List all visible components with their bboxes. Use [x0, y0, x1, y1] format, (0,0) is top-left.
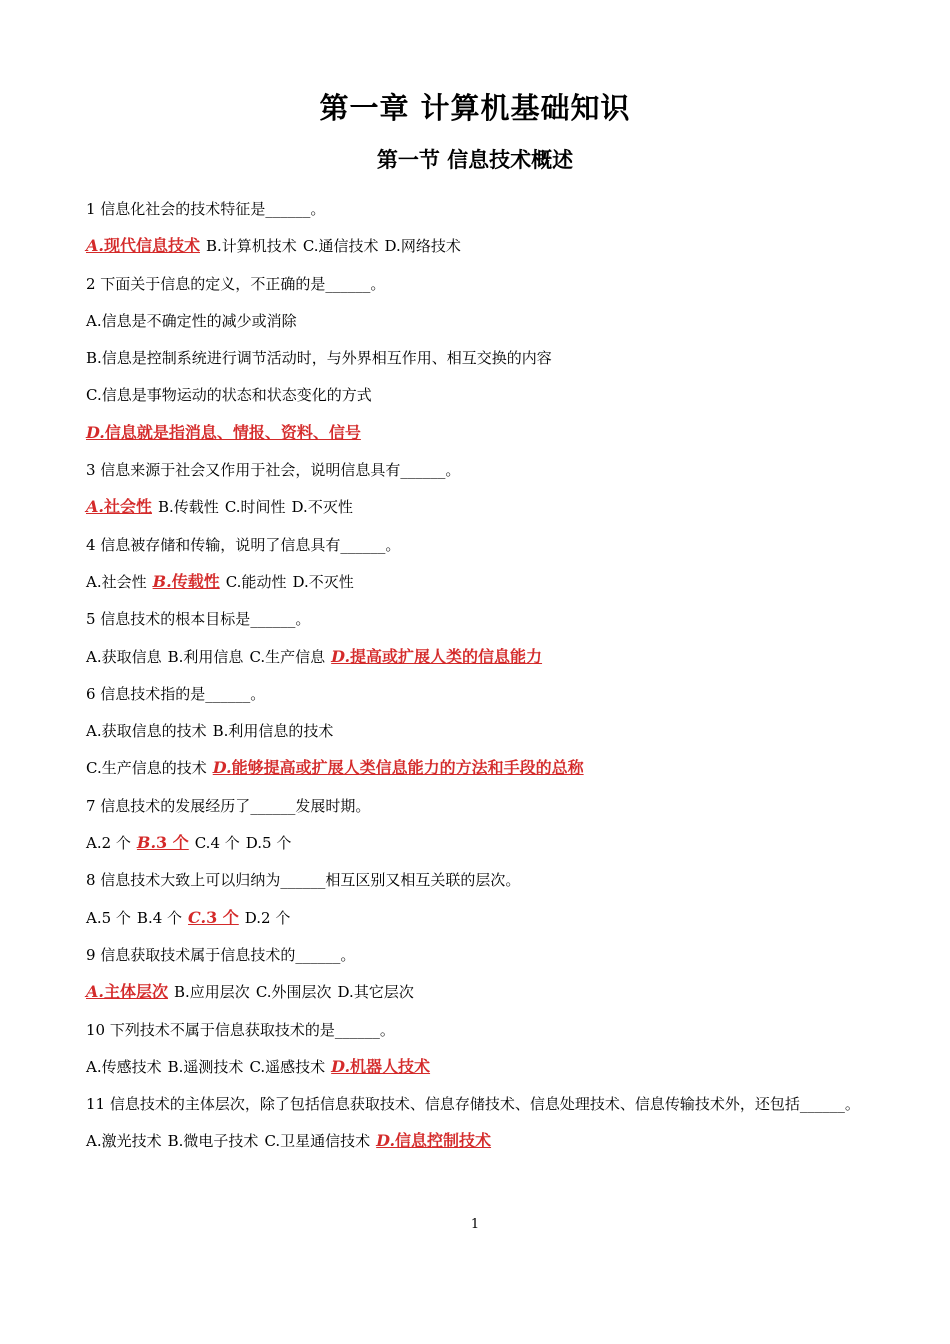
answer-option [158, 498, 219, 516]
answer-option [86, 386, 372, 404]
options-row [86, 718, 876, 755]
option-letter: A. [86, 311, 102, 330]
option-letter: B. [167, 1132, 184, 1151]
option-letter: B. [86, 349, 102, 368]
option-text: 3 个 [206, 907, 239, 927]
correct-answer-option [331, 1057, 430, 1076]
answer-option [86, 1058, 162, 1076]
option-letter: D. [384, 237, 401, 256]
option-text: 生产信息 [265, 647, 326, 666]
options-row [86, 830, 876, 867]
answer-option [338, 983, 414, 1001]
answer-option [245, 909, 291, 927]
option-text: 遥感技术 [265, 1057, 326, 1076]
option-text: 主体层次 [103, 982, 168, 1002]
answer-option [246, 834, 292, 852]
options-row [86, 644, 876, 681]
option-letter: C. [224, 498, 241, 517]
option-text: 利用信息的技术 [228, 722, 334, 741]
answer-option [264, 1132, 370, 1150]
option-text: 遥测技术 [183, 1057, 244, 1076]
option-text: 2 个 [101, 834, 131, 853]
option-text: 获取信息的技术 [101, 722, 207, 741]
option-text: 网络技术 [400, 237, 461, 256]
option-letter: B. [212, 722, 229, 741]
answer-option [168, 1132, 259, 1150]
correct-answer-option [213, 758, 584, 777]
question-text: 5 信息技术的根本目标是______。 [86, 610, 311, 629]
option-letter: D. [337, 983, 354, 1002]
option-letter: D. [212, 758, 232, 778]
chapter-title: 第一章 计算机基础知识 [319, 91, 631, 125]
section-title: 第一节 信息技术概述 [376, 148, 574, 172]
answer-option [195, 834, 240, 852]
answer-option [249, 648, 325, 666]
answer-option [86, 349, 552, 367]
question-text: 11 信息技术的主体层次，除了包括信息获取技术、信息存储技术、信息处理技术、信息传输技术外，还包括______。 [86, 1095, 860, 1114]
options-row [86, 308, 876, 345]
option-letter: C. [194, 834, 211, 853]
correct-answer-option [376, 1131, 491, 1150]
option-text: 获取信息 [101, 647, 162, 666]
option-letter: B. [174, 983, 190, 1002]
option-letter: C. [86, 759, 102, 778]
question-text: 7 信息技术的发展经历了______发展时期。 [86, 796, 371, 815]
question-text: 9 信息获取技术属于信息技术的______。 [86, 945, 356, 964]
correct-answer-option [86, 423, 361, 442]
answer-option [292, 498, 353, 516]
correct-answer-option [86, 497, 152, 516]
options-row [86, 420, 876, 457]
option-letter: C. [86, 386, 102, 405]
answer-option [86, 648, 162, 666]
option-text: 信息就是指消息、情报、资料、信号 [104, 422, 361, 442]
answer-option [292, 573, 353, 591]
answer-option [174, 983, 250, 1001]
option-letter: D. [331, 1056, 351, 1076]
options-row [86, 905, 876, 942]
correct-answer-option [137, 833, 189, 852]
answer-option [385, 237, 461, 255]
option-letter: A. [86, 236, 104, 256]
option-text: 其它层次 [353, 983, 414, 1002]
option-letter: B. [158, 498, 174, 517]
option-letter: B. [136, 908, 153, 927]
question-text: 3 信息来源于社会又作用于社会，说明信息具有______。 [86, 461, 461, 480]
answer-option [168, 1058, 244, 1076]
option-letter: B. [206, 237, 222, 256]
answer-option [86, 573, 147, 591]
option-text: 传感技术 [101, 1057, 162, 1076]
answer-option [226, 573, 287, 591]
option-text: 社会性 [103, 497, 152, 517]
option-text: 应用层次 [189, 983, 250, 1002]
option-text: 生产信息的技术 [101, 759, 207, 778]
option-letter: A. [86, 982, 104, 1002]
option-letter: C. [188, 907, 207, 927]
answer-option [86, 759, 207, 777]
option-letter: D. [331, 646, 351, 666]
option-letter: A. [86, 497, 104, 517]
option-letter: C. [302, 237, 319, 256]
answer-option [168, 648, 244, 666]
options-row [86, 382, 876, 419]
option-text: 信息是控制系统进行调节活动时，与外界相互作用、相互交换的内容 [101, 349, 552, 368]
option-letter: A. [86, 908, 102, 927]
answer-option [206, 237, 297, 255]
option-letter: B. [136, 833, 157, 853]
option-text: 计算机技术 [221, 237, 297, 256]
question-list [86, 196, 876, 1165]
option-letter: A. [86, 834, 102, 853]
answer-option [213, 722, 334, 740]
option-text: 2 个 [261, 908, 291, 927]
option-text: 通信技术 [318, 237, 379, 256]
option-text: 卫星通信技术 [280, 1132, 371, 1151]
option-letter: C. [249, 647, 266, 666]
options-row [86, 569, 876, 606]
answer-option [256, 983, 332, 1001]
option-letter: C. [255, 983, 272, 1002]
correct-answer-option [153, 572, 220, 591]
question-text: 8 信息技术大致上可以归纳为______相互区别又相互关联的层次。 [86, 871, 521, 890]
answer-option [137, 909, 182, 927]
option-text: 传载性 [171, 571, 220, 591]
option-text: 5 个 [262, 834, 292, 853]
option-text: 5 个 [101, 908, 131, 927]
correct-answer-option [86, 236, 200, 255]
option-text: 现代信息技术 [103, 236, 200, 256]
option-letter: D. [245, 834, 263, 853]
option-letter: D. [244, 908, 262, 927]
options-row [86, 979, 876, 1016]
option-letter: A. [86, 572, 102, 591]
option-letter: B. [167, 1057, 184, 1076]
option-letter: D. [292, 572, 309, 591]
question-text: 1 信息化社会的技术特征是______。 [86, 200, 326, 218]
page-number: 1 [470, 1217, 480, 1232]
answer-option [86, 1132, 162, 1150]
option-letter: C. [249, 1057, 266, 1076]
options-row [86, 755, 876, 792]
option-text: 信息是事物运动的状态和状态变化的方式 [101, 386, 372, 405]
option-text: 不灭性 [307, 498, 353, 517]
correct-answer-option [86, 982, 168, 1001]
answer-option [86, 722, 207, 740]
option-text: 信息是不确定性的减少或消除 [101, 311, 297, 330]
question-text: 4 信息被存储和传输，说明了信息具有______。 [86, 535, 401, 554]
answer-option [86, 834, 131, 852]
options-row [86, 1128, 876, 1165]
options-row [86, 494, 876, 531]
option-text: 3 个 [156, 833, 189, 853]
option-letter: D. [376, 1131, 396, 1151]
option-text: 社会性 [101, 572, 147, 591]
answer-option [249, 1058, 325, 1076]
option-letter: D. [86, 422, 105, 442]
option-letter: A. [86, 647, 102, 666]
option-letter: D. [291, 498, 308, 517]
option-text: 微电子技术 [183, 1132, 259, 1151]
answer-option [86, 312, 297, 330]
option-letter: C. [264, 1132, 281, 1151]
question-text: 2 下面关于信息的定义，不正确的是______。 [86, 274, 386, 293]
option-text: 传载性 [173, 498, 219, 517]
option-text: 外围层次 [271, 983, 332, 1002]
question-text: 6 信息技术指的是______。 [86, 684, 266, 703]
option-text: 4 个 [210, 834, 240, 853]
answer-option [225, 498, 286, 516]
option-letter: B. [152, 571, 172, 591]
option-text: 能动性 [241, 572, 287, 591]
options-row [86, 345, 876, 382]
option-text: 时间性 [240, 498, 286, 517]
answer-option [86, 909, 131, 927]
option-letter: A. [86, 1132, 102, 1151]
options-row [86, 233, 876, 270]
option-letter: A. [86, 1057, 102, 1076]
correct-answer-option [188, 908, 239, 927]
option-letter: C. [225, 572, 242, 591]
option-text: 激光技术 [101, 1132, 162, 1151]
option-letter: A. [86, 722, 102, 741]
option-text: 机器人技术 [350, 1056, 431, 1076]
option-text: 利用信息 [183, 647, 244, 666]
option-text: 不灭性 [308, 572, 354, 591]
answer-option [303, 237, 379, 255]
option-text: 信息控制技术 [395, 1131, 492, 1151]
option-text: 提高或扩展人类的信息能力 [350, 646, 543, 666]
option-text: 能够提高或扩展人类信息能力的方法和手段的总称 [231, 758, 584, 778]
question-text: 10 下列技术不属于信息获取技术的是______。 [86, 1020, 395, 1039]
option-text: 4 个 [152, 908, 183, 927]
correct-answer-option [331, 647, 542, 666]
option-letter: B. [167, 647, 184, 666]
